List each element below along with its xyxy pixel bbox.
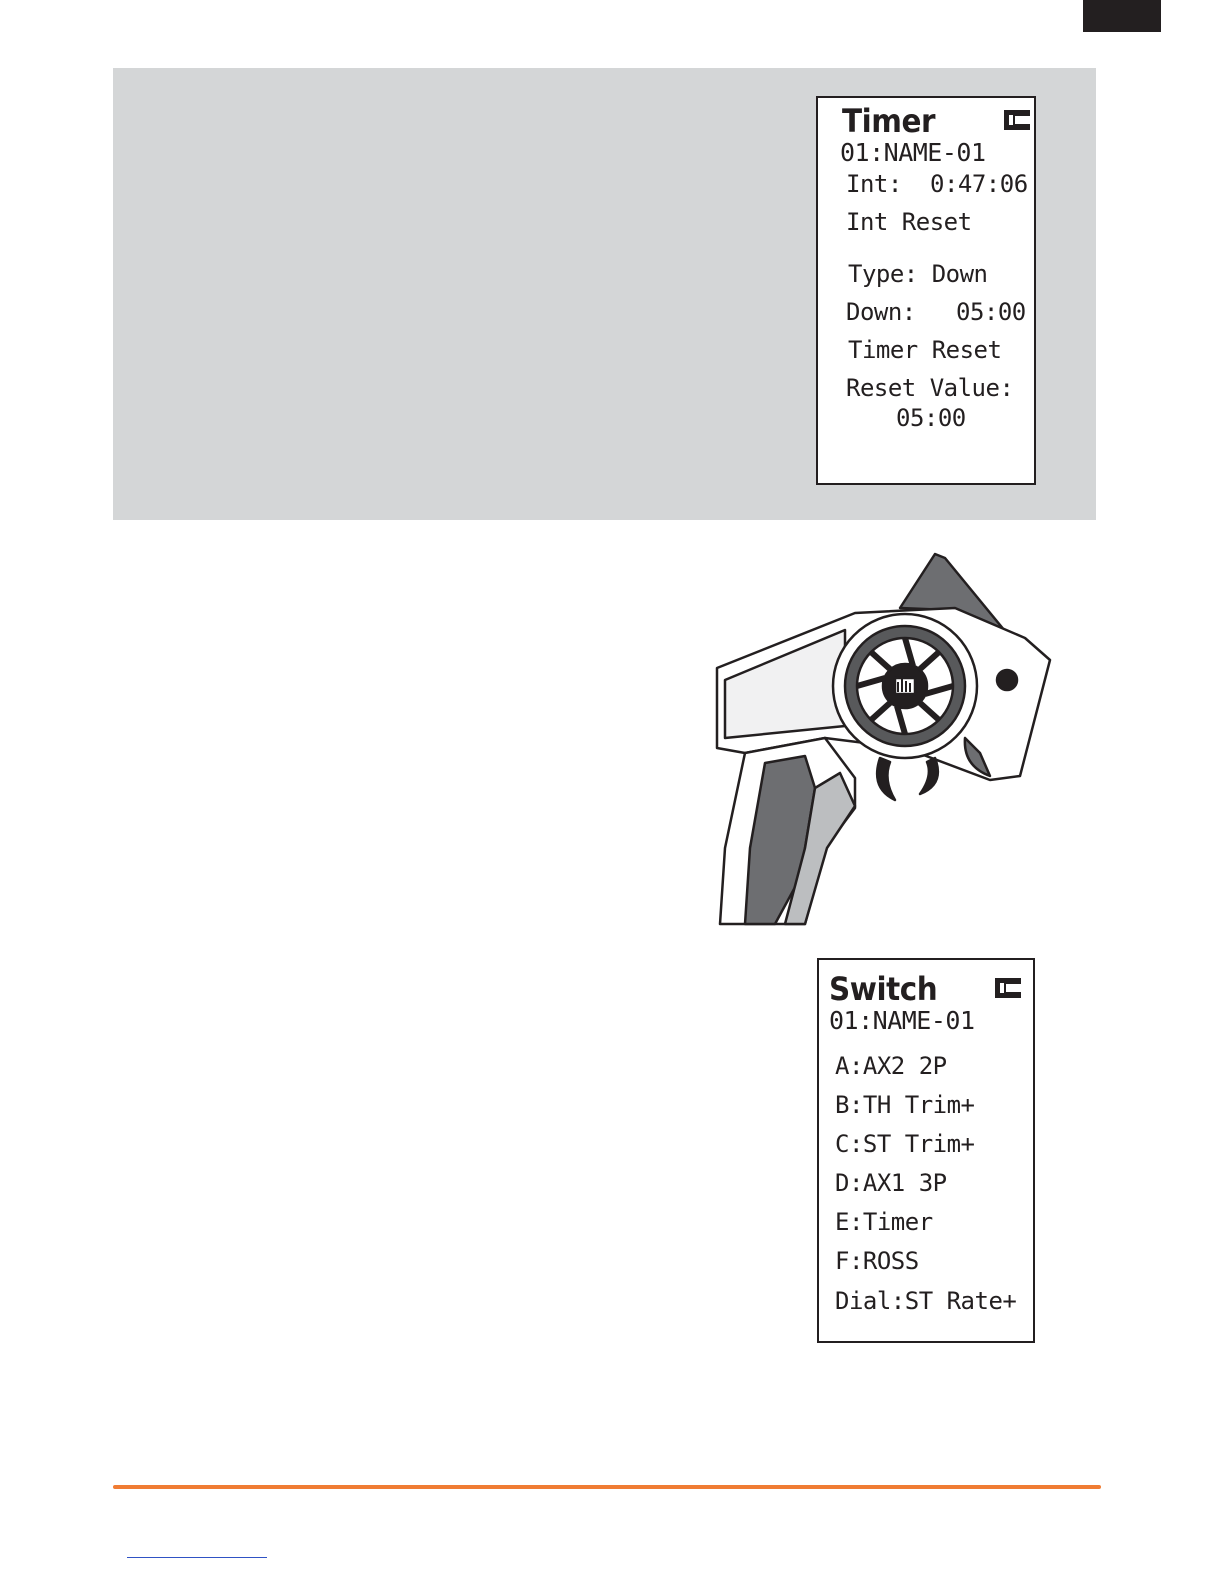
int-reset-item[interactable]: Int Reset [846, 208, 972, 236]
switch-item-dial[interactable]: Dial:ST Rate+ [835, 1287, 1017, 1315]
reset-value-label: Reset Value: [846, 374, 1014, 402]
down-value[interactable]: 05:00 [956, 298, 1026, 326]
switch-lcd-screen [817, 958, 1035, 1343]
footer-divider [113, 1485, 1101, 1489]
int-label: Int: [846, 170, 902, 198]
switch-item-a[interactable]: A:AX2 2P [835, 1052, 947, 1080]
switch-model-name: 01:NAME-01 [829, 1006, 975, 1035]
language-tab [1083, 0, 1161, 32]
int-value: 0:47:06 [930, 170, 1028, 198]
reset-value: 05:00 [896, 404, 966, 432]
transmitter-illustration [705, 548, 1055, 926]
footer-link-underline[interactable] [127, 1557, 267, 1558]
timer-lcd-screen [816, 96, 1036, 485]
back-icon [992, 976, 1024, 1000]
timer-type-item[interactable]: Type: Down [848, 260, 988, 288]
switch-item-c[interactable]: C:ST Trim+ [835, 1130, 975, 1158]
switch-screen-title: Switch [829, 970, 938, 1008]
switch-item-f[interactable]: F:ROSS [835, 1247, 919, 1275]
timer-model-name: 01:NAME-01 [840, 138, 986, 167]
switch-item-e[interactable]: E:Timer [835, 1208, 933, 1236]
timer-screen-title: Timer [842, 102, 936, 140]
switch-item-d[interactable]: D:AX1 3P [835, 1169, 947, 1197]
back-icon [1001, 108, 1033, 132]
down-label: Down: [846, 298, 916, 326]
timer-reset-item[interactable]: Timer Reset [848, 336, 1002, 364]
switch-item-b[interactable]: B:TH Trim+ [835, 1091, 975, 1119]
